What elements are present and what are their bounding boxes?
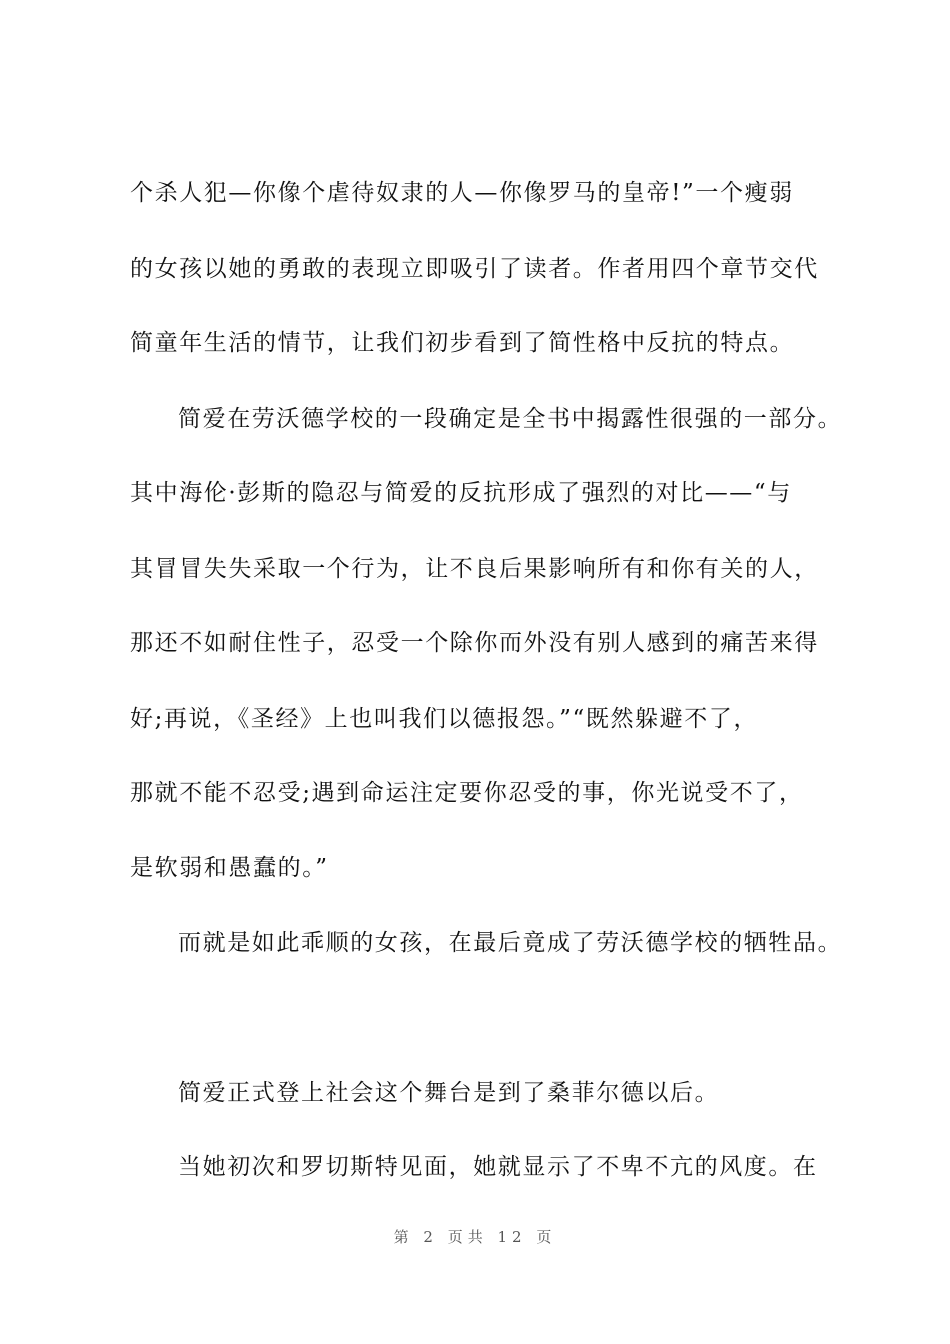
text-line-3: 简童年生活的情节，让我们初步看到了简性格中反抗的特点。 (130, 330, 795, 356)
text-line-7: 那还不如耐住性子，忍受一个除你而外没有别人感到的痛苦来得 (130, 630, 819, 656)
text-line-5: 其中海伦·彭斯的隐忍与简爱的反抗形成了强烈的对比——“与 (130, 480, 792, 506)
text-line-1: 个杀人犯—你像个虐待奴隶的人—你像罗马的皇帝!”一个瘦弱 (130, 180, 794, 206)
page-number-footer: 第 2 页共 12 页 (393, 1228, 557, 1246)
text-line-2: 的女孩以她的勇敢的表现立即吸引了读者。作者用四个章节交代 (130, 256, 819, 282)
paragraph-line-thornfield: 简爱正式登上社会这个舞台是到了桑菲尔德以后。 (178, 1080, 720, 1106)
text-line-9: 那就不能不忍受;遇到命运注定要你忍受的事，你光说受不了， (130, 780, 804, 806)
text-line-8: 好;再说，《圣经》上也叫我们以德报怨。”“既然躲避不了， (130, 706, 759, 732)
paragraph-line-sacrifice: 而就是如此乖顺的女孩，在最后竟成了劳沃德学校的牺牲品。 (178, 930, 843, 956)
text-line-10: 是软弱和愚蠢的。” (130, 855, 329, 881)
paragraph-line-rochester: 当她初次和罗切斯特见面，她就显示了不卑不亢的风度。在 (178, 1154, 818, 1180)
paragraph-start-line: 简爱在劳沃德学校的一段确定是全书中揭露性很强的一部分。 (178, 406, 843, 432)
text-line-6: 其冒冒失失采取一个行为，让不良后果影响所有和你有关的人， (130, 556, 819, 582)
